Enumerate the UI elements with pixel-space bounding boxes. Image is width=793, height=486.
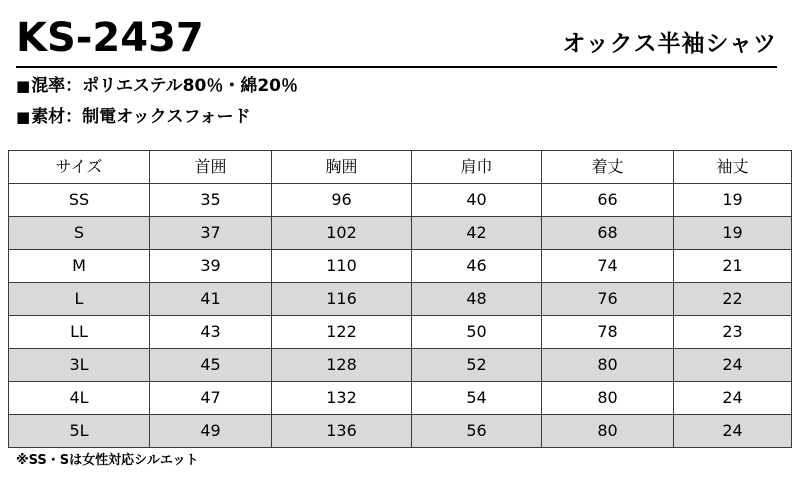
cell-size: 5L [9,415,150,448]
cell-sleeve: 21 [674,250,792,283]
cell-shoulder: 52 [412,349,542,382]
cell-sleeve: 22 [674,283,792,316]
cell-shoulder: 48 [412,283,542,316]
bullet-icon: ■ [16,77,31,95]
header [8,0,785,64]
column-header-size: サイズ [9,151,150,184]
cell-sleeve: 24 [674,382,792,415]
cell-length: 80 [542,349,674,382]
table-row [9,349,792,382]
spec-list [8,68,785,144]
cell-size: 3L [9,349,150,382]
cell-shoulder: 56 [412,415,542,448]
cell-size: L [9,283,150,316]
cell-length: 80 [542,382,674,415]
product-name: オックス半袖シャツ [562,31,777,57]
cell-sleeve: 24 [674,349,792,382]
cell-sleeve: 19 [674,217,792,250]
table-row [9,415,792,448]
cell-size: SS [9,184,150,217]
cell-chest: 132 [272,382,412,415]
footnote: ※SS・Sは女性対応シルエット [16,453,199,468]
cell-shoulder: 40 [412,184,542,217]
table-row [9,184,792,217]
cell-sleeve: 19 [674,184,792,217]
cell-length: 76 [542,283,674,316]
cell-length: 66 [542,184,674,217]
cell-shoulder: 54 [412,382,542,415]
cell-shoulder: 46 [412,250,542,283]
spec-line-material-ratio [16,78,777,95]
cell-neck: 49 [150,415,272,448]
cell-shoulder: 42 [412,217,542,250]
cell-neck: 45 [150,349,272,382]
cell-size: S [9,217,150,250]
size-table-body [9,184,792,448]
product-code: KS-2437 [16,15,204,61]
cell-chest: 102 [272,217,412,250]
cell-length: 78 [542,316,674,349]
cell-neck: 47 [150,382,272,415]
cell-sleeve: 23 [674,316,792,349]
cell-length: 80 [542,415,674,448]
cell-size: LL [9,316,150,349]
size-table [8,150,792,448]
spec-line-fabric [16,109,777,126]
column-header-chest: 胸囲 [272,151,412,184]
table-row [9,217,792,250]
column-header-sleeve: 袖丈 [674,151,792,184]
cell-neck: 39 [150,250,272,283]
cell-neck: 43 [150,316,272,349]
table-row [9,250,792,283]
cell-length: 74 [542,250,674,283]
cell-shoulder: 50 [412,316,542,349]
size-table-head [9,151,792,184]
cell-chest: 96 [272,184,412,217]
table-row [9,382,792,415]
cell-chest: 116 [272,283,412,316]
cell-neck: 41 [150,283,272,316]
cell-size: 4L [9,382,150,415]
cell-chest: 128 [272,349,412,382]
cell-size: M [9,250,150,283]
cell-sleeve: 24 [674,415,792,448]
cell-length: 68 [542,217,674,250]
column-header-shoulder: 肩巾 [412,151,542,184]
spec-text: 混率：ポリエステル80％・綿20％ [31,76,298,96]
cell-neck: 35 [150,184,272,217]
spec-text: 素材：制電オックスフォード [31,107,251,127]
cell-chest: 122 [272,316,412,349]
bullet-icon: ■ [16,108,31,126]
table-row [9,283,792,316]
table-row [9,316,792,349]
column-header-neck: 首囲 [150,151,272,184]
cell-neck: 37 [150,217,272,250]
cell-chest: 110 [272,250,412,283]
column-header-length: 着丈 [542,151,674,184]
cell-chest: 136 [272,415,412,448]
table-header-row [9,151,792,184]
